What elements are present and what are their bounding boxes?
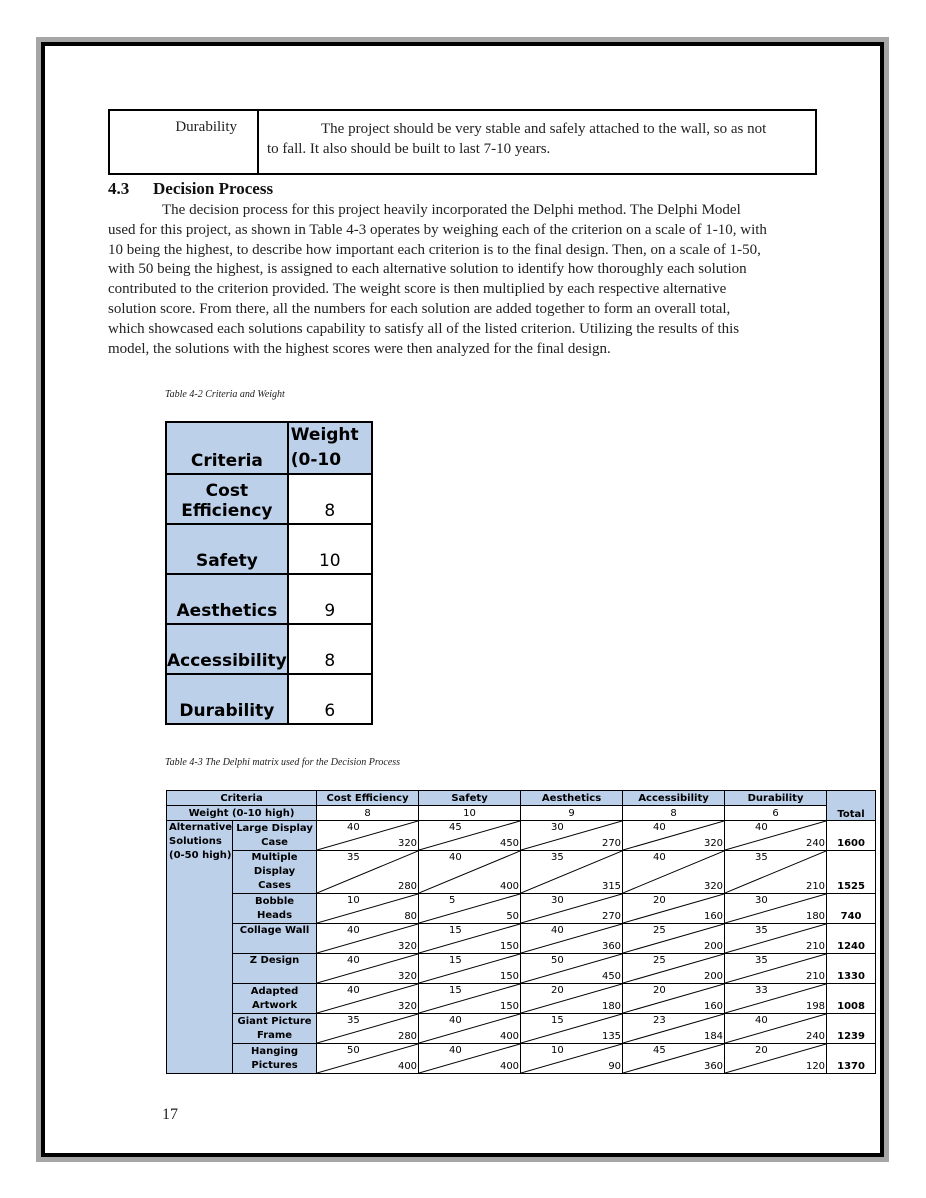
score-value: 35 [347, 1015, 360, 1026]
header-weight-line2: (0-10 [290, 450, 342, 470]
diagonal-divider [317, 894, 418, 923]
solution-name [233, 821, 317, 851]
criterion-weight: 10 [419, 806, 521, 821]
score-cell [521, 894, 623, 924]
criterion-header: Safety [419, 791, 521, 806]
score-cell [521, 954, 623, 984]
table-row [166, 574, 372, 624]
solution-name [233, 894, 317, 924]
weighted-value: 80 [404, 911, 418, 922]
table-row [167, 806, 876, 821]
criterion-weight: 6 [288, 674, 372, 724]
weighted-value: 150 [499, 941, 520, 952]
score-cell [521, 821, 623, 851]
solution-name-line: Heads [257, 909, 293, 921]
score-cell [419, 894, 521, 924]
weighted-value: 210 [805, 881, 826, 892]
table-row [166, 524, 372, 574]
solution-name-line: Adapted [250, 985, 299, 997]
weighted-value: 180 [805, 911, 826, 922]
score-value: 40 [347, 822, 360, 833]
score-cell [317, 1014, 419, 1044]
paragraph-line: which showcased each solutions capability to satisfy all of the listed criterion. Utilizing the results of this [108, 320, 740, 337]
solution-name-line: Pictures [251, 1059, 298, 1071]
criterion-weight: 8 [288, 474, 372, 524]
solution-name-line: Bobble [255, 895, 295, 907]
score-value: 20 [653, 895, 666, 906]
weighted-value: 240 [805, 1031, 826, 1042]
weighted-value: 184 [703, 1031, 724, 1042]
solution-name-line: Case [261, 836, 288, 848]
solution-total: 740 [827, 894, 876, 924]
section-heading [108, 179, 273, 199]
header-total: Total [827, 791, 876, 821]
score-value: 50 [551, 955, 564, 966]
section-paragraph [108, 201, 820, 359]
weighted-value: 360 [601, 941, 622, 952]
score-value: 10 [551, 1045, 564, 1056]
criterion-name: Durability [166, 674, 288, 724]
score-value: 40 [347, 955, 360, 966]
score-value: 40 [449, 1045, 462, 1056]
criterion-weight: 6 [725, 806, 827, 821]
score-value: 30 [551, 895, 564, 906]
section-title: Decision Process [153, 179, 274, 198]
score-value: 35 [551, 852, 564, 863]
durability-text-line1: The project should be very stable and safely attached to the wall, so as not [321, 121, 767, 137]
score-cell [521, 851, 623, 894]
criterion-name: Aesthetics [166, 574, 288, 624]
diagonal-divider [521, 1044, 622, 1073]
diagonal-divider [419, 894, 520, 923]
durability-label: Durability [175, 119, 237, 135]
score-cell [317, 1044, 419, 1074]
weighted-value: 320 [397, 941, 418, 952]
solution-name [233, 1044, 317, 1074]
weighted-value: 200 [703, 941, 724, 952]
weighted-value: 320 [397, 838, 418, 849]
solution-name-line: Frame [257, 1029, 293, 1041]
durability-label-cell [110, 111, 259, 173]
score-cell [317, 821, 419, 851]
score-cell [623, 924, 725, 954]
score-cell [419, 924, 521, 954]
score-value: 35 [755, 955, 768, 966]
table-row [166, 422, 372, 474]
solution-name-line: Large Display [236, 822, 313, 834]
score-value: 20 [551, 985, 564, 996]
table-row [166, 674, 372, 724]
score-cell [521, 1044, 623, 1074]
solution-name [233, 984, 317, 1014]
criterion-weight: 8 [623, 806, 725, 821]
criterion-name: Accessibility [166, 624, 288, 674]
table-row [167, 924, 876, 954]
weighted-value: 400 [499, 1061, 520, 1072]
score-cell [623, 821, 725, 851]
paragraph-line: model, the solutions with the highest scores were then analyzed for the final design. [108, 340, 611, 357]
weighted-value: 210 [805, 941, 826, 952]
score-cell [725, 1014, 827, 1044]
solution-name-line: Z Design [249, 955, 300, 966]
weighted-value: 280 [397, 881, 418, 892]
score-value: 45 [449, 822, 462, 833]
criterion-header: Cost Efficiency [317, 791, 419, 806]
durability-row-table [108, 109, 817, 175]
score-cell [317, 851, 419, 894]
table-row [166, 624, 372, 674]
score-cell [419, 954, 521, 984]
score-cell [317, 984, 419, 1014]
solution-total: 1240 [827, 924, 876, 954]
weighted-value: 150 [499, 971, 520, 982]
score-cell [623, 851, 725, 894]
weighted-value: 320 [703, 881, 724, 892]
weighted-value: 50 [506, 911, 520, 922]
score-value: 15 [551, 1015, 564, 1026]
solution-total: 1239 [827, 1014, 876, 1044]
durability-description [267, 119, 807, 159]
score-value: 20 [653, 985, 666, 996]
durability-text-line2: to fall. It also should be built to last 7-10 years. [267, 141, 551, 157]
score-cell [725, 954, 827, 984]
weighted-value: 180 [601, 1001, 622, 1012]
table-row [166, 474, 372, 524]
score-cell [623, 984, 725, 1014]
criterion-name: Safety [166, 524, 288, 574]
score-cell [419, 851, 521, 894]
weighted-value: 400 [499, 881, 520, 892]
table-row [167, 1014, 876, 1044]
score-cell [521, 984, 623, 1014]
weighted-value: 150 [499, 1001, 520, 1012]
solution-name-line: Artwork [251, 999, 298, 1011]
table-row [167, 954, 876, 984]
weighted-value: 135 [601, 1031, 622, 1042]
score-value: 40 [347, 985, 360, 996]
alt-label-line: (0-50 high) [169, 850, 232, 861]
score-value: 50 [347, 1045, 360, 1056]
weighted-value: 320 [397, 1001, 418, 1012]
score-value: 15 [449, 955, 462, 966]
score-value: 23 [653, 1015, 666, 1026]
criteria-weight-table [165, 421, 373, 725]
criterion-weight: 9 [521, 806, 623, 821]
solution-total: 1600 [827, 821, 876, 851]
score-cell [521, 1014, 623, 1044]
solution-name-line: Multiple Display [251, 852, 298, 877]
weighted-value: 320 [703, 838, 724, 849]
solution-name-line: Giant Picture [237, 1015, 312, 1027]
score-value: 20 [755, 1045, 768, 1056]
table-row [167, 851, 876, 894]
score-cell [419, 821, 521, 851]
score-value: 30 [551, 822, 564, 833]
score-value: 40 [755, 822, 768, 833]
paragraph-line: The decision process for this project heavily incorporated the Delphi method. The Delphi Model [162, 202, 741, 218]
score-value: 30 [755, 895, 768, 906]
criterion-header: Aesthetics [521, 791, 623, 806]
paragraph-line: 10 being the highest, to describe how important each criterion is to the final design. Then, on a scale of 1-50, [108, 241, 761, 258]
score-value: 40 [653, 822, 666, 833]
weighted-value: 400 [397, 1061, 418, 1072]
solution-name [233, 851, 317, 894]
table-row [167, 894, 876, 924]
score-value: 15 [449, 925, 462, 936]
table43-caption: Table 4-3 The Delphi matrix used for the Decision Process [165, 757, 401, 768]
score-cell [623, 954, 725, 984]
score-value: 40 [551, 925, 564, 936]
score-cell [317, 894, 419, 924]
criterion-header: Durability [725, 791, 827, 806]
weighted-value: 210 [805, 971, 826, 982]
score-value: 40 [755, 1015, 768, 1026]
paragraph-line: used for this project, as shown in Table 4-3 operates by weighing each of the criterion on a scale of 1-10, with [108, 221, 767, 238]
weighted-value: 90 [608, 1061, 622, 1072]
score-value: 33 [755, 985, 768, 996]
score-value: 5 [449, 895, 456, 906]
table-row [167, 984, 876, 1014]
score-cell [623, 1044, 725, 1074]
section-number: 4.3 [108, 179, 130, 198]
solution-total: 1330 [827, 954, 876, 984]
score-cell [623, 1014, 725, 1044]
score-value: 15 [449, 985, 462, 996]
solution-total: 1008 [827, 984, 876, 1014]
score-cell [725, 821, 827, 851]
weighted-value: 270 [601, 911, 622, 922]
score-value: 40 [347, 925, 360, 936]
score-value: 45 [653, 1045, 666, 1056]
score-value: 40 [449, 852, 462, 863]
solution-name [233, 924, 317, 954]
criterion-weight: 8 [288, 624, 372, 674]
alt-label-line: Alternative [169, 822, 233, 833]
score-cell [521, 924, 623, 954]
table-row [167, 821, 876, 851]
paragraph-line: contributed to the criterion provided. The weight score is then multiplied by each respective alternative [108, 281, 727, 298]
table-row [167, 791, 876, 806]
weighted-value: 315 [601, 881, 622, 892]
score-cell [419, 1044, 521, 1074]
solution-name [233, 954, 317, 984]
score-cell [317, 924, 419, 954]
weighted-value: 450 [499, 838, 520, 849]
score-value: 35 [755, 925, 768, 936]
score-cell [317, 954, 419, 984]
table-row [167, 1044, 876, 1074]
criterion-header: Accessibility [623, 791, 725, 806]
criterion-weight: 9 [288, 574, 372, 624]
weighted-value: 198 [805, 1001, 826, 1012]
score-cell [725, 984, 827, 1014]
solution-total: 1370 [827, 1044, 876, 1074]
solution-total: 1525 [827, 851, 876, 894]
solution-name [233, 1014, 317, 1044]
header-weight [288, 422, 372, 474]
alternative-solutions-label [167, 821, 233, 1074]
score-value: 25 [653, 925, 666, 936]
weighted-value: 240 [805, 838, 826, 849]
score-cell [725, 851, 827, 894]
header-criteria: Criteria [167, 791, 317, 806]
weighted-value: 360 [703, 1061, 724, 1072]
weighted-value: 200 [703, 971, 724, 982]
header-criteria: Criteria [166, 422, 288, 474]
criterion-name: Cost Efficiency [166, 474, 288, 524]
solution-name-line: Collage Wall [239, 925, 310, 936]
score-value: 40 [449, 1015, 462, 1026]
weighted-value: 320 [397, 971, 418, 982]
score-value: 10 [347, 895, 360, 906]
score-value: 35 [347, 852, 360, 863]
weighted-value: 270 [601, 838, 622, 849]
paragraph-line: solution score. From there, all the numbers for each solution are added together to form an overall total, [108, 300, 731, 317]
score-cell [725, 1044, 827, 1074]
page-number: 17 [162, 1106, 178, 1123]
weight-label: Weight (0-10 high) [167, 806, 317, 821]
header-weight-line1: Weight [290, 425, 359, 445]
score-cell [623, 894, 725, 924]
weighted-value: 280 [397, 1031, 418, 1042]
solution-name-line: Hanging [250, 1045, 299, 1057]
weighted-value: 120 [805, 1061, 826, 1072]
score-cell [725, 894, 827, 924]
score-cell [725, 924, 827, 954]
score-value: 35 [755, 852, 768, 863]
weighted-value: 400 [499, 1031, 520, 1042]
weighted-value: 450 [601, 971, 622, 982]
delphi-matrix-table [166, 790, 876, 1074]
weighted-value: 160 [703, 911, 724, 922]
criterion-weight: 10 [288, 524, 372, 574]
solution-name-line: Cases [258, 880, 291, 891]
score-value: 40 [653, 852, 666, 863]
criterion-weight: 8 [317, 806, 419, 821]
paragraph-line: with 50 being the highest, is assigned to each alternative solution to identify how thoroughly each solution [108, 261, 747, 278]
score-cell [419, 1014, 521, 1044]
table42-caption: Table 4-2 Criteria and Weight [165, 389, 285, 400]
score-cell [419, 984, 521, 1014]
score-value: 25 [653, 955, 666, 966]
alt-label-line: Solutions [169, 836, 222, 847]
weighted-value: 160 [703, 1001, 724, 1012]
